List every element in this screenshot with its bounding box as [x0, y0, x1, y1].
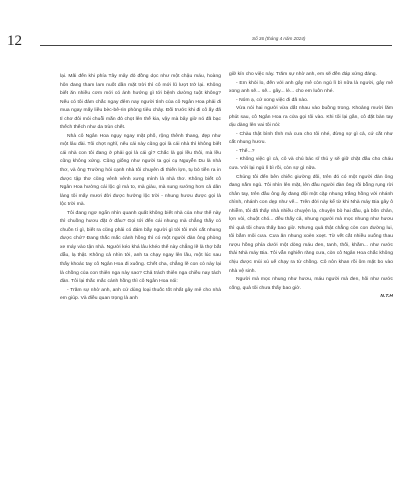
- paragraph: - Thế...?: [236, 148, 255, 154]
- paragraph: - Nóm ạ, cứ xong việc đi đã nào.: [236, 97, 309, 103]
- paragraph: Người mà mọc nhung như hươu, máu người mà đen, hôi như nước cống, quả tôi chưa thấy bao giờ.: [229, 277, 393, 291]
- author-signature: N.T.H: [380, 294, 393, 300]
- paragraph: - Chàu thật bình tĩnh mà cưa cho tôi nhé, đừng sợ gì cả, cứ cắt như cắt nhung hươu.: [229, 131, 393, 146]
- paragraph: giữ kín cho việc này. Trăm sự nhờ anh, em sẽ đền đáp xứng đáng.: [229, 72, 377, 77]
- right-column: [229, 71, 393, 302]
- paragraph: Nhà cô Ngân Hoa ngụy ngay mặt phố, rộng thênh thang, đẹp như một lâu đài. Tôi chợt nghĩ, nếu cái này cũng gọi là cái nhà thì không biết cái nhà con tôi đang ở phải gọi là cái gì? Chắc là gọi lều thôi, mà lều cũng không xứng. Cũng giống như người ta gọi cụ Nguyễn Du là nhà thơ, và ông Trường hói cạnh nhà tôi chuyên đi thiến lợn, tụ bỏ tiền ra in được tập thơ cũng vênh vênh xưng mình là nhà thơ. Không biết cô Ngân Hoa hưởng cái lộc gì mà to, mà giàu, mà sung sướng hơn cả dân làng tôi mấy mươi đời được hưởng lộc trời - nhung hươu được gọi là lộc trời mà.: [60, 133, 221, 208]
- header-divider: [40, 45, 392, 46]
- paragraph: lại. Mãi đến khi phía Tây mây đỏ đồng dọc như một chậu máu, hoàng hôn đang tham lam nuốt dần mặt trời thì cô mới lũ lượt trở lại. Không biết ăn nhiều cơm mới có ánh hướng gì tới bệnh dường tuột không? Nếu có tôi đảm chắc ngay đêm nay người tình của cô Ngân Hoa phải đi mua ngay mấy liều bèc-bê-rin phòng tiêu chảy. Đối trước khi đi cô ấy đã tỉ chơ đôi mói chuỗi mắn đỏ chọt lên thế kia, vậy mà bây giờ nó đã bạc thếch thếch như da trùn chết.: [60, 74, 221, 131]
- page-number: 12: [7, 33, 22, 49]
- paragraph: - Không việc gì cả, cô và chú bác sĩ thú y sẽ giữ chặt đầu cho cháu cưa. Với lại ngủ lì bì rồi, còn sợ gì nữa.: [229, 157, 393, 172]
- left-column: [60, 73, 221, 304]
- paragraph: Tôi đang ngơ ngẩn nhìn quanh quất không biết nhà của như thế này thì chuồng hươu đặt ở đâu? Gọi tới đến cái nhung mà chẳng thấy có chuồn tí gì, biết ra cũng phải có đám bầy người gì tới tôi mới cắt nhung được chứ? Đang thắc mắc cảnh hồng thì có một người đàn ông phòng xe máy vào tận nhà. Người kéo khá lâu khéo thế này chẳng lẽ là thợ bắt dẫu, lạ thật. Không cả nhìn tới, anh ta chạy ngay lên lầu, một lúc sau thấy khoác tay cô Ngân Hoa đi xuống. Chết cha, chẳng lẽ con cò này lại là chồng của con thiên nga này sao? Chả trách thiên nga chiều nay tách đàn. Tôi lại thắc mắc cánh hồng thì cô Ngân Hoa nói:: [60, 210, 221, 285]
- paragraph: Chúng tôi đến bên chiếc giường đôi, trên đó có một người đàn ông đang nằm ngủ. Tôi nhìn lên mặt, lên đầu người đàn ông rồi bỗng rụng rời chân tay, trên đầu ông ấy đang đội một cặp nhung trắng hồng với nhánh chình, nhánh con dẹp như vế... Trên đời này kể từ khi Nhà máy Bia gây ô nhiễm, tôi đã thấy nhà nhiều chuyện lạ, chuyện bò hai đầu, gà bốn chân, lợn vòi, chuột chó... đều thấy cả, nhung người mà mọc nhung như hươu thì quả tôi chưa thấy bao giờ. Nhưng quả thật chẳng còn con đường lui, tôi bắm môi cưa. Cưa ăn nhung xoèn xoẹt. Từ vết cắt nhiều xuống thau rượu hồng phía dưới một dòng máu đen, tanh, thối, khắm... như nước thải Nhà máy Bia. Tôi vẫn nghiến răng cưa, còn cô Ngân Hoa chắc không chịu được mùi xú uế chạy ra từ chồng. Cô nôn khan rồi ôm mặt bo vào nhà vệ sinh.: [229, 174, 393, 274]
- paragraph: - Trăm sự nhờ anh, anh cứ dùng loại thuốc tốt nhất gây mê cho nhà em giúp. Và điều quan trọng là anh: [60, 287, 221, 302]
- paragraph: Vừa nói hai người vừa dắt nhau vào buồng trong. Khoảng mười lăm phút sau, cô Ngân Hoa ra cửa gọi tôi vào. Khi tôi lại gần, cô đặt bàn tay dịu dàng lên vai tôi nói:: [229, 106, 393, 129]
- issue-label: Số 36 (tháng 4 năm 2024): [252, 36, 306, 41]
- paragraph: - Em khỏi lo, đến với anh gây mê còn ngủ lì bì nữa là người, gây mê xong anh sẽ... sẽ... gây... lè... cho em luôn nhé.: [229, 80, 393, 95]
